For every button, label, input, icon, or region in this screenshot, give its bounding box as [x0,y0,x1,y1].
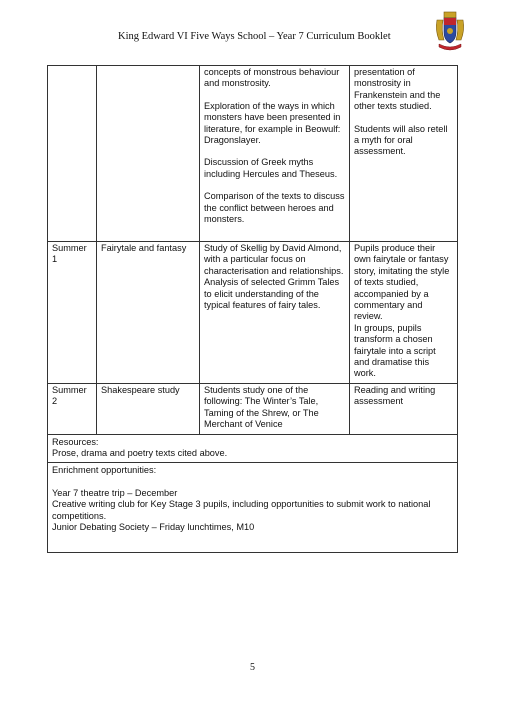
assessment-cell [350,242,458,384]
enrichment-row [48,463,458,553]
term-cell: Summer 1 [48,242,97,384]
school-crest-icon [433,10,467,52]
content-cell [200,383,350,434]
assessment-paragraph: Reading and writing assessment [354,384,436,407]
resources-row [48,434,458,463]
assessment-cell [350,66,458,242]
enrichment-item: Junior Debating Society – Friday lunchtimes, M10 [52,521,255,532]
topic-cell [97,66,200,242]
table-row [48,242,458,384]
content-paragraph: Study of Skellig by David Almond, with a particular focus on characterisation and relationships. Analysis of selected Grimm Tales to elicit understanding of the typical features of fairy tales. [204,243,344,311]
content-paragraph: concepts of monstrous behaviour and monstrosity. [204,67,340,89]
content-paragraph: Students study one of the following: The Winter’s Tale, Taming of the Shrew, or The Merchant of Venice [204,384,319,430]
assessment-paragraph: Students will also retell a myth for oral assessment. [354,123,448,157]
content-cell [200,66,350,242]
resources-cell [48,434,458,463]
assessment-paragraph: Pupils produce their own fairytale or fantasy story, imitating the style of texts studied, accompanied by a commentary and review. In groups, pupils transform a chosen fairytale into a script and dramatise this work. [354,243,450,379]
resources-heading: Resources: [52,436,99,447]
term-cell [48,66,97,242]
curriculum-table [47,65,458,553]
content-paragraph: Discussion of Greek myths including Hercules and Theseus. [204,157,338,179]
document-title: King Edward VI Five Ways School – Year 7 Curriculum Booklet [118,31,391,42]
topic-cell: Shakespeare study [97,383,200,434]
resources-text: Prose, drama and poetry texts cited above. [52,447,228,458]
content-paragraph: Exploration of the ways in which monsters have been presented in literature, for example in Beowulf: Dragonslayer. [204,100,341,146]
enrichment-cell [48,463,458,553]
term-cell: Summer 2 [48,383,97,434]
content-paragraph: Comparison of the texts to discuss the conflict between heroes and monsters. [204,191,345,225]
table-row [48,383,458,434]
content-cell [200,242,350,384]
table-row [48,66,458,242]
page-number: 5 [250,662,255,673]
topic-cell: Fairytale and fantasy [97,242,200,384]
enrichment-item: Year 7 theatre trip – December [52,487,178,498]
enrichment-item: Creative writing club for Key Stage 3 pupils, including opportunities to submit work to national competitions. [52,499,431,521]
enrichment-heading: Enrichment opportunities: [52,465,157,476]
assessment-paragraph: presentation of monstrosity in Frankenstein and the other texts studied. [354,67,441,112]
page-header [0,0,505,60]
assessment-cell [350,383,458,434]
